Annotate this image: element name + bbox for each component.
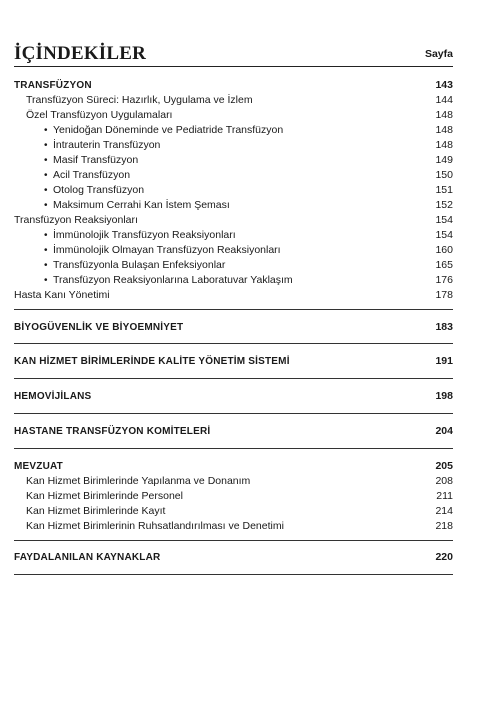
toc-entry[interactable] <box>14 504 453 519</box>
toc-body <box>14 67 453 575</box>
toc-entry[interactable] <box>14 93 453 108</box>
toc-entry[interactable] <box>14 258 453 273</box>
toc-section <box>14 344 453 379</box>
bullet-icon: • <box>44 275 48 286</box>
entry-page-number: 165 <box>435 259 453 271</box>
entry-page-number: 152 <box>435 199 453 211</box>
section-heading[interactable] <box>14 78 453 93</box>
toc-entry[interactable] <box>14 519 453 534</box>
toc-entry[interactable] <box>14 273 453 288</box>
section-title: MEVZUAT <box>14 461 63 472</box>
toc-header <box>14 40 453 67</box>
entry-page-number: 148 <box>435 124 453 136</box>
entry-page-number: 149 <box>435 154 453 166</box>
entry-label: İntrauterin Transfüzyon <box>53 139 161 151</box>
entry-label: Kan Hizmet Birimlerinde Personel <box>26 490 183 502</box>
toc-section <box>14 67 453 310</box>
toc-section <box>14 310 453 344</box>
entry-label: Transfüzyon Süreci: Hazırlık, Uygulama ve İzlem <box>26 94 253 106</box>
entry-label: Transfüzyon Reaksiyonları <box>14 214 138 226</box>
toc-entry[interactable] <box>14 288 453 303</box>
toc-entry[interactable] <box>14 489 453 504</box>
bullet-icon: • <box>44 170 48 181</box>
entry-page-number: 176 <box>435 274 453 286</box>
entry-page-number: 178 <box>435 289 453 301</box>
entry-label: Kan Hizmet Birimlerinde Yapılanma ve Donanım <box>26 475 251 487</box>
table-of-contents <box>14 40 453 575</box>
entry-page-number: 218 <box>435 520 453 532</box>
entry-label: Transfüzyonla Bulaşan Enfeksiyonlar <box>53 259 226 271</box>
toc-section <box>14 541 453 575</box>
page-title: İÇİNDEKİLER <box>14 43 147 64</box>
entry-page-number: 150 <box>435 169 453 181</box>
section-title: FAYDALANILAN KAYNAKLAR <box>14 552 161 563</box>
section-title: KAN HİZMET BİRİMLERİNDE KALİTE YÖNETİM SİSTEMİ <box>14 356 290 367</box>
entry-page-number: 208 <box>435 475 453 487</box>
entry-page-number: 154 <box>435 214 453 226</box>
section-page-number: 191 <box>435 355 453 367</box>
entry-label: Kan Hizmet Birimlerinde Kayıt <box>26 505 166 517</box>
bullet-icon: • <box>44 245 48 256</box>
entry-label: Otolog Transfüzyon <box>53 184 145 196</box>
entry-page-number: 214 <box>435 505 453 517</box>
entry-page-number: 160 <box>435 244 453 256</box>
page-column-label: Sayfa <box>424 48 453 60</box>
section-heading[interactable] <box>14 320 453 335</box>
section-page-number: 183 <box>435 321 453 333</box>
bullet-icon: • <box>44 185 48 196</box>
entry-label: Hasta Kanı Yönetimi <box>14 289 110 301</box>
toc-entry[interactable] <box>14 228 453 243</box>
section-heading[interactable] <box>14 550 453 565</box>
section-heading[interactable] <box>14 354 453 369</box>
toc-entry[interactable] <box>14 123 453 138</box>
section-page-number: 198 <box>435 390 453 402</box>
bullet-icon: • <box>44 125 48 136</box>
toc-entry[interactable] <box>14 153 453 168</box>
entry-label: Özel Transfüzyon Uygulamaları <box>26 109 173 121</box>
section-heading[interactable] <box>14 389 453 404</box>
bullet-icon: • <box>44 200 48 211</box>
entry-label: İmmünolojik Transfüzyon Reaksiyonları <box>53 229 236 241</box>
section-title: HASTANE TRANSFÜZYON KOMİTELERİ <box>14 426 211 437</box>
entry-page-number: 144 <box>435 94 453 106</box>
bullet-icon: • <box>44 260 48 271</box>
section-page-number: 205 <box>435 460 453 472</box>
toc-entry[interactable] <box>14 243 453 258</box>
section-title: TRANSFÜZYON <box>14 80 92 91</box>
section-page-number: 220 <box>435 551 453 563</box>
entry-label: Acil Transfüzyon <box>53 169 131 181</box>
entry-page-number: 151 <box>435 184 453 196</box>
toc-entry[interactable] <box>14 138 453 153</box>
section-title: HEMOVİJİLANS <box>14 391 92 402</box>
entry-page-number: 148 <box>435 139 453 151</box>
bullet-icon: • <box>44 155 48 166</box>
section-page-number: 204 <box>435 425 453 437</box>
entry-page-number: 148 <box>435 109 453 121</box>
toc-entry[interactable] <box>14 183 453 198</box>
entry-label: Yenidoğan Döneminde ve Pediatride Transfüzyon <box>53 124 284 136</box>
toc-entry[interactable] <box>14 474 453 489</box>
entry-page-number: 154 <box>435 229 453 241</box>
section-heading[interactable] <box>14 424 453 439</box>
section-title: BİYOGÜVENLİK VE BİYOEMNİYET <box>14 322 184 333</box>
toc-entry[interactable] <box>14 213 453 228</box>
toc-entry[interactable] <box>14 168 453 183</box>
toc-section <box>14 449 453 541</box>
bullet-icon: • <box>44 230 48 241</box>
toc-section <box>14 379 453 414</box>
bullet-icon: • <box>44 140 48 151</box>
entry-label: Masif Transfüzyon <box>53 154 139 166</box>
entry-page-number: 211 <box>436 490 453 502</box>
entry-label: İmmünolojik Olmayan Transfüzyon Reaksiyonları <box>53 244 281 256</box>
toc-entry[interactable] <box>14 108 453 123</box>
entry-label: Kan Hizmet Birimlerinin Ruhsatlandırılması ve Denetimi <box>26 520 284 532</box>
entry-label: Maksimum Cerrahi Kan İstem Şeması <box>53 199 230 211</box>
section-page-number: 143 <box>435 79 453 91</box>
section-heading[interactable] <box>14 459 453 474</box>
toc-section <box>14 414 453 449</box>
entry-label: Transfüzyon Reaksiyonlarına Laboratuvar Yaklaşım <box>53 274 293 286</box>
toc-entry[interactable] <box>14 198 453 213</box>
